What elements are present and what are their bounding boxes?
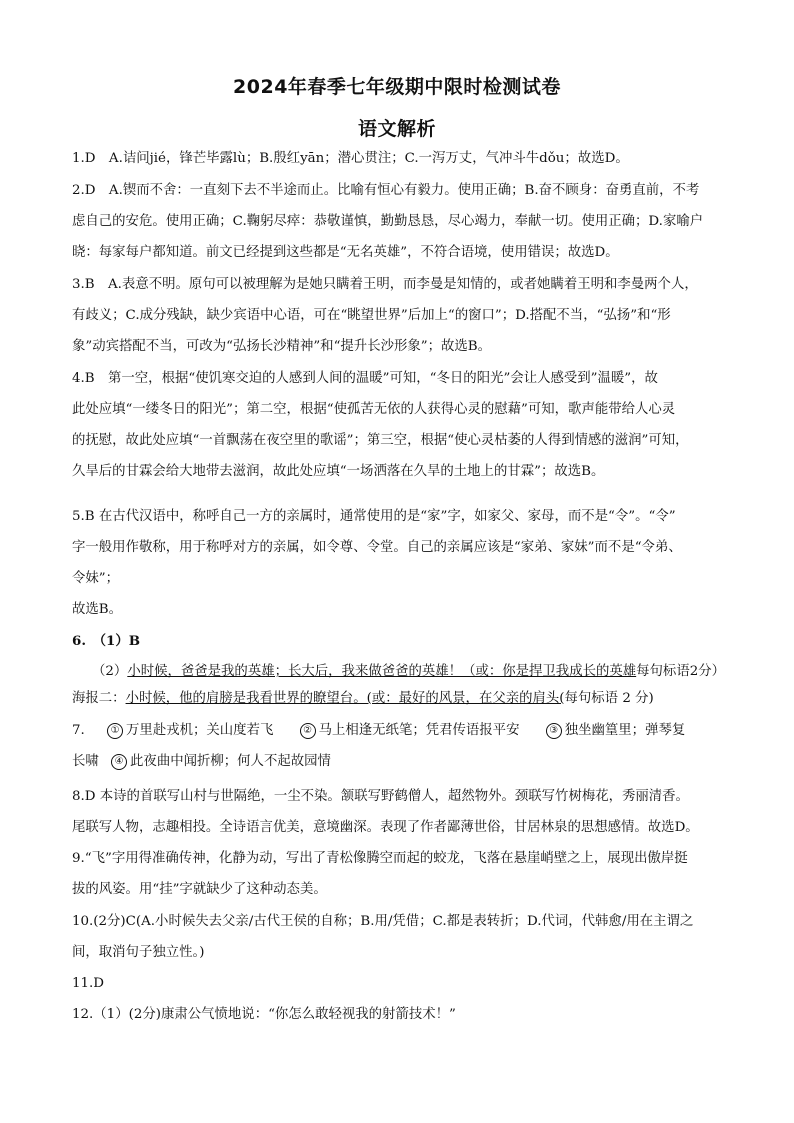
q7-answer: 万里赴戎机；关山度若飞 — [126, 723, 274, 738]
answer-line: 故选B。 — [72, 602, 123, 617]
answer-line: 字一般用作敬称，用于称呼对方的亲属，如令尊、令堂。自己的亲属应该是“家弟、家妹”而不是“令弟、 — [72, 540, 682, 555]
circled-number: ② — [300, 723, 316, 739]
answer-line-q6-3 — [72, 690, 732, 708]
answer-line: 令妹”； — [72, 571, 120, 586]
page-title: 2024年春季七年级期中限时检测试卷 — [233, 76, 561, 98]
answer-line: 12.（1）(2分)康肃公气愤地说：“你怎么敢轻视我的射箭技术！” — [72, 1007, 456, 1022]
answer-line: 11.D — [72, 976, 105, 991]
q7-answer: 此夜曲中闻折柳；何人不起故园情 — [130, 754, 331, 769]
answer-line-q7-cont — [72, 753, 732, 771]
answer-line: 虑自己的安危。使用正确；C.鞠躬尽瘁：恭敬谨慎，勤勤恳恳，尽心竭力，奉献一切。使用正确；D.家喻户 — [72, 214, 704, 229]
answer-line: 9.“飞”字用得准确传神，化静为动，写出了青松像腾空而起的蛟龙，飞落在悬崖峭壁之上，展现出傲岸挺 — [72, 851, 688, 866]
poster-tail: 每句标语 2 分) — [564, 691, 654, 706]
q7-answer: 马上相逢无纸笔；凭君传语报平安 — [318, 723, 520, 738]
q6-answer-text: 小时候，爸爸是我的英雄；长大后，我来做爸爸的英雄！（或：你是捍卫我成长的英雄 — [127, 664, 637, 679]
circled-number: ① — [107, 723, 123, 739]
circled-number: ③ — [546, 723, 562, 739]
answer-line: 久旱后的甘霖会给大地带去滋润，故此处应填“一场洒落在久旱的土地上的甘霖”；故选B。 — [72, 464, 605, 479]
answer-line: 4.B 第一空，根据“使饥寒交迫的人感到人间的温暖”可知，“冬日的阳光”会让人感受到”温暖”，故 — [72, 371, 658, 386]
page-subtitle: 语文解析 — [357, 118, 436, 140]
answer-line-q7 — [72, 722, 732, 740]
q6-prefix: （2） — [92, 664, 128, 679]
answer-line: 拔的风姿。用“挂”字就缺少了这种动态美。 — [72, 882, 327, 897]
poster-answer-text: 小时候，他的肩膀是我看世界的瞭望台。(或：最好的风景，在父亲的肩头( — [125, 691, 565, 706]
answer-line: 6. （1）B — [72, 633, 141, 649]
q7-answer: 独坐幽篁里；弹琴复 — [564, 723, 686, 738]
answer-line: 此处应填“一缕冬日的阳光”；第二空，根据“使孤苦无依的人获得心灵的慰藉”可知，歌声能带给人心灵 — [72, 402, 676, 417]
q7-cont-text: 长啸 — [72, 754, 99, 769]
answer-line: 1.D A.诘问jié，锋芒毕露lù；B.殷红yān；潜心贯注；C.一泻万丈，气冲斗牛dǒu；故选D。 — [72, 151, 629, 166]
poster-label: 海报二： — [72, 691, 126, 706]
answer-line: 间，取消句子独立性。) — [72, 945, 205, 960]
answer-line: 5.B 在古代汉语中，称呼自己一方的亲属时，通常使用的是“家”字，如家父、家母，而不是“令”。“令” — [72, 509, 676, 524]
answer-line: 有歧义；C.成分残缺，缺少宾语中心语，可在“眺望世界”后加上“的窗口”；D.搭配不当，“弘扬”和“形 — [72, 308, 671, 323]
answer-line: 的抚慰，故此处应填“一首飘荡在夜空里的歌谣”；第三空，根据“使心灵枯萎的人得到情感的滋润”可知， — [72, 433, 689, 448]
q7-number: 7. — [72, 723, 85, 738]
answer-line: 尾联写人物，志趣相投。全诗语言优美，意境幽深。表现了作者鄙薄世俗，甘居林泉的思想感情。故选D。 — [72, 820, 699, 835]
answer-line: 10.(2分)C(A.小时候失去父亲/古代王侯的自称；B.用/凭借；C.都是表转折；D.代词，代韩愈/用在主谓之 — [72, 914, 694, 929]
answer-line: 2.D A.锲而不舍：一直刻下去不半途而止。比喻有恒心有毅力。使用正确；B.奋不顾身：奋勇直前，不考 — [72, 183, 700, 198]
answer-line: 8.D 本诗的首联写山村与世隔绝，一尘不染。颔联写野鹤僧人，超然物外。颈联写竹树梅花，秀丽清香。 — [72, 789, 689, 804]
answer-line: 3.B A.表意不明。原句可以被理解为是她只瞒着王明，而李曼是知情的，或者她瞒着王明和李曼两个人， — [72, 277, 698, 292]
circled-number: ④ — [111, 754, 127, 770]
answer-line-q6-2 — [92, 663, 752, 681]
answer-line: 晓：每家每户都知道。前文已经提到这些都是“无名英雄”，不符合语境，使用错误；故选D。 — [72, 245, 619, 260]
q6-tail: 每句标语2分） — [636, 664, 726, 679]
answer-line: 象”动宾搭配不当，可改为“弘扬长沙精神”和“提升长沙形象”；故选B。 — [72, 339, 492, 354]
